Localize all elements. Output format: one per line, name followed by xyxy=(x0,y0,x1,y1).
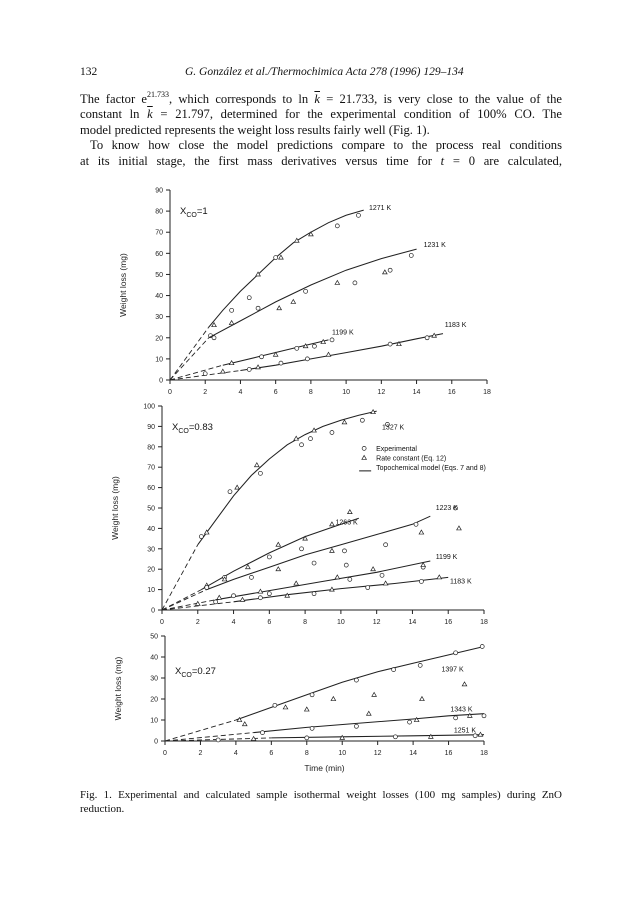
experimental-point xyxy=(344,563,348,567)
figure-caption xyxy=(80,788,562,816)
experimental-point xyxy=(348,577,352,581)
model-curve xyxy=(236,647,484,721)
experimental-point xyxy=(310,726,314,730)
text-run: The factor e xyxy=(80,92,147,106)
experimental-point xyxy=(310,693,314,697)
panel-label-value: =1 xyxy=(196,206,208,217)
y-tick-label: 30 xyxy=(147,546,155,554)
body-line-4: To know how close the model predictions compare to the process real conditions xyxy=(90,138,562,153)
temperature-label: 1231 K xyxy=(423,242,446,249)
caption-line-1: Fig. 1. Experimental and calculated sample isothermal weight losses (100 mg samples) during ZnO xyxy=(80,789,562,801)
panel-middle xyxy=(110,404,488,627)
rate-constant-point xyxy=(256,365,261,369)
y-tick-label: 70 xyxy=(155,229,163,237)
experimental-point xyxy=(258,471,262,475)
experimental-point xyxy=(305,357,309,361)
experimental-point xyxy=(205,586,209,590)
page-number: 132 xyxy=(80,66,98,78)
k-bar: $\overline{k}$ xyxy=(314,92,320,106)
panel-label xyxy=(172,422,213,435)
series-1327-K xyxy=(162,410,405,610)
x-tick-label: 6 xyxy=(267,619,272,626)
x-tick-label: 14 xyxy=(409,750,418,757)
rate-constant-point xyxy=(255,463,260,467)
x-tick-label: 14 xyxy=(412,389,421,396)
experimental-point xyxy=(232,594,236,598)
experimental-point xyxy=(279,361,283,365)
x-tick-label: 16 xyxy=(447,389,456,396)
legend xyxy=(359,446,486,472)
experimental-point xyxy=(418,663,422,667)
y-tick-label: 10 xyxy=(150,717,158,725)
x-tick-label: 8 xyxy=(303,619,308,626)
experimental-point xyxy=(273,703,277,707)
text-run: = 21.733, is very close to the value of the xyxy=(320,92,562,106)
experimental-point xyxy=(480,645,484,649)
y-tick-label: 30 xyxy=(155,314,163,322)
panel-label xyxy=(175,666,216,679)
rate-constant-point xyxy=(240,597,245,601)
experimental-point xyxy=(342,549,346,553)
model-curve xyxy=(240,334,443,371)
experimental-point xyxy=(300,443,304,447)
model-curve xyxy=(209,249,417,338)
x-tick-label: 4 xyxy=(231,619,236,626)
x-tick-label: 16 xyxy=(444,619,453,626)
experimental-point xyxy=(247,296,251,300)
rate-constant-point xyxy=(221,369,226,373)
series-1271-K xyxy=(170,205,392,380)
rate-constant-point xyxy=(419,530,424,534)
experimental-point xyxy=(408,720,412,724)
y-axis-label: Weight loss (mg) xyxy=(118,253,128,317)
rate-constant-point xyxy=(304,707,309,711)
experimental-point xyxy=(305,736,309,740)
y-tick-label: 30 xyxy=(150,675,158,683)
dashed-extrapolation-line xyxy=(170,365,223,380)
x-tick-label: 4 xyxy=(233,750,238,757)
y-tick-label: 0 xyxy=(154,738,158,746)
x-tick-label: 6 xyxy=(273,389,278,396)
experimental-point xyxy=(228,490,232,494)
x-tick-label: 12 xyxy=(373,750,382,757)
x-tick-label: 0 xyxy=(160,619,164,626)
temperature-label: 1271 K xyxy=(369,205,392,213)
y-tick-label: 100 xyxy=(143,403,155,411)
experimental-point xyxy=(366,586,370,590)
rate-constant-point xyxy=(372,692,377,696)
x-tick-label: 10 xyxy=(336,619,345,626)
experimental-point xyxy=(304,289,308,293)
temperature-label: 1183 K xyxy=(444,322,467,330)
x-tick-label: 2 xyxy=(198,750,203,757)
italic-t: t xyxy=(440,153,445,168)
k-bar: $\overline{k}$ xyxy=(147,107,153,122)
panel-label-sub: CO xyxy=(181,672,192,679)
experimental-point xyxy=(392,668,396,672)
series-1397-K xyxy=(165,645,484,742)
x-tick-label: 8 xyxy=(308,389,313,396)
x-tick-label: 6 xyxy=(269,750,274,757)
experimental-point xyxy=(258,596,262,600)
text-run: at its initial stage, the first mass derivatives versus time for xyxy=(80,153,441,168)
experimental-point xyxy=(249,575,253,579)
y-tick-label: 50 xyxy=(147,505,155,513)
rate-constant-point xyxy=(335,280,340,284)
x-tick-label: 12 xyxy=(377,389,386,396)
x-tick-label: 0 xyxy=(163,750,167,757)
panel-label-sub: CO xyxy=(178,428,189,435)
rate-constant-point xyxy=(235,485,240,489)
y-tick-label: 20 xyxy=(147,566,155,574)
y-tick-label: 40 xyxy=(147,525,155,533)
temperature-label: 1343 K xyxy=(450,706,473,714)
experimental-point xyxy=(308,437,312,441)
experimental-point xyxy=(354,678,358,682)
x-tick-label: 14 xyxy=(408,619,417,626)
text-run: = 0 are calculated, xyxy=(444,153,562,168)
rate-constant-point xyxy=(420,697,425,701)
experimental-point xyxy=(312,561,316,565)
rate-constant-point xyxy=(291,299,296,303)
dashed-extrapolation-line xyxy=(162,590,207,610)
x-tick-label: 18 xyxy=(480,750,488,757)
y-tick-label: 50 xyxy=(155,271,163,279)
temperature-label: 1223 K xyxy=(435,505,458,513)
experimental-point xyxy=(335,224,339,228)
x-tick-label: 10 xyxy=(342,389,351,396)
dashed-extrapolation-line xyxy=(162,600,216,610)
temperature-label: 1183 K xyxy=(450,578,472,586)
y-tick-label: 50 xyxy=(150,633,158,641)
experimental-point xyxy=(384,543,388,547)
rate-constant-point xyxy=(348,510,353,514)
panel-label-x: X xyxy=(180,206,187,217)
experimental-point xyxy=(256,306,260,310)
model-curve xyxy=(271,735,484,738)
experimental-point xyxy=(353,281,357,285)
rate-constant-point xyxy=(331,697,336,701)
temperature-label: 1199 K xyxy=(435,554,458,561)
rate-constant-point xyxy=(462,682,467,686)
experimental-point xyxy=(214,600,218,604)
y-tick-label: 90 xyxy=(155,187,163,195)
legend-circle-icon xyxy=(362,446,366,450)
superscript: 21.733 xyxy=(146,90,169,99)
rate-constant-point xyxy=(229,321,234,325)
panel-label-x: X xyxy=(172,422,179,433)
panel-label-sub: CO xyxy=(186,212,197,219)
legend-experimental: Experimental xyxy=(376,445,418,453)
rate-constant-point xyxy=(437,575,442,579)
legend-topochemical: Topochemical model (Eqs. 7 and 8) xyxy=(376,464,486,472)
panel-bottom xyxy=(113,634,488,774)
model-curve xyxy=(234,577,449,601)
body-line-3: model predicted represents the weight loss results fairly well (Fig. 1). xyxy=(80,122,430,137)
experimental-point xyxy=(356,213,360,217)
y-tick-label: 40 xyxy=(155,293,163,301)
x-tick-label: 2 xyxy=(195,619,200,626)
experimental-point xyxy=(330,431,334,435)
rate-constant-point xyxy=(371,567,376,571)
text-run: = 21.797, determined for the experimental condition of 100% CO. The xyxy=(152,107,562,122)
y-tick-label: 0 xyxy=(151,607,155,615)
y-tick-label: 70 xyxy=(147,464,155,472)
y-axis-label: Weight loss (mg) xyxy=(110,476,120,540)
rate-constant-point xyxy=(383,270,388,274)
rate-constant-point xyxy=(342,420,347,424)
x-tick-label: 8 xyxy=(304,750,309,757)
series-1183-K xyxy=(170,322,467,380)
x-tick-label: 4 xyxy=(238,389,243,396)
experimental-point xyxy=(425,336,429,340)
y-tick-label: 80 xyxy=(155,208,163,216)
rate-constant-point xyxy=(276,567,281,571)
caption-line-2: reduction. xyxy=(80,803,125,815)
experimental-point xyxy=(216,738,220,742)
rate-constant-point xyxy=(258,589,263,593)
experimental-point xyxy=(419,579,423,583)
rate-constant-point xyxy=(340,735,345,739)
x-tick-label: 16 xyxy=(444,750,453,757)
legend-rate-constant: Rate constant (Eq. 12) xyxy=(376,455,447,463)
series-1263-K xyxy=(162,510,359,610)
series-1199-K xyxy=(170,330,354,380)
text-run: constant ln xyxy=(80,107,148,122)
temperature-label: 1397 K xyxy=(441,666,464,674)
rate-constant-point xyxy=(367,711,372,715)
experimental-point xyxy=(409,253,413,257)
text-run: , which corresponds to ln xyxy=(168,92,315,106)
experimental-point xyxy=(203,372,207,376)
experimental-point xyxy=(300,547,304,551)
rate-constant-point xyxy=(246,565,251,569)
experimental-point xyxy=(274,256,278,260)
rate-constant-point xyxy=(283,705,288,709)
panel-label-value: =0.83 xyxy=(188,422,213,433)
rate-constant-point xyxy=(242,722,247,726)
y-tick-label: 40 xyxy=(150,654,158,662)
experimental-point xyxy=(295,346,299,350)
series-1251-K xyxy=(165,728,484,742)
experimental-point xyxy=(199,535,203,539)
x-tick-label: 12 xyxy=(372,619,381,626)
y-axis-label: Weight loss (mg) xyxy=(113,656,123,721)
rate-constant-point xyxy=(309,232,314,236)
experimental-point xyxy=(330,338,334,342)
temperature-label: 1199 K xyxy=(332,329,354,337)
y-tick-label: 60 xyxy=(155,250,163,258)
rate-constant-point xyxy=(276,542,281,546)
temperature-label: 1251 K xyxy=(453,727,477,735)
series-1183-K xyxy=(162,575,472,610)
panel-label xyxy=(180,206,208,219)
x-tick-label: 0 xyxy=(168,389,172,396)
temperature-label: 1263 K xyxy=(335,519,358,527)
experimental-point xyxy=(260,355,264,359)
rate-constant-point xyxy=(294,581,299,585)
experimental-point xyxy=(354,724,358,728)
experimental-point xyxy=(454,716,458,720)
experimental-point xyxy=(312,344,316,348)
x-tick-label: 18 xyxy=(480,619,488,626)
experimental-point xyxy=(267,555,271,559)
rate-constant-point xyxy=(335,575,340,579)
experimental-point xyxy=(212,336,216,340)
model-curve xyxy=(207,516,431,589)
series-1199-K xyxy=(162,554,458,610)
experimental-point xyxy=(388,342,392,346)
experimental-point xyxy=(247,367,251,371)
experimental-point xyxy=(393,735,397,739)
rate-constant-point xyxy=(330,548,335,552)
x-tick-label: 2 xyxy=(203,389,208,396)
panel-top xyxy=(118,188,491,397)
y-tick-label: 0 xyxy=(159,377,163,385)
x-axis-label: Time (min) xyxy=(304,763,345,773)
legend-triangle-icon xyxy=(362,455,367,459)
dashed-extrapolation-line xyxy=(170,327,209,380)
experimental-point xyxy=(482,714,486,718)
panel-label-value: =0.27 xyxy=(191,666,216,677)
rate-constant-point xyxy=(330,522,335,526)
experimental-point xyxy=(388,268,392,272)
experimental-point xyxy=(260,731,264,735)
model-curve xyxy=(254,714,484,733)
y-tick-label: 80 xyxy=(147,444,155,452)
rate-constant-point xyxy=(277,306,282,310)
experimental-point xyxy=(230,308,234,312)
rate-constant-point xyxy=(457,526,462,530)
x-tick-label: 18 xyxy=(483,389,491,396)
y-tick-label: 60 xyxy=(147,485,155,493)
x-tick-label: 10 xyxy=(338,750,347,757)
series-1223-K xyxy=(162,505,461,610)
rate-constant-point xyxy=(383,581,388,585)
running-head: G. González et al./Thermochimica Acta 278 (1996) 129–134 xyxy=(185,66,464,78)
rate-constant-point xyxy=(326,352,331,356)
y-tick-label: 90 xyxy=(147,423,155,431)
experimental-point xyxy=(267,592,271,596)
experimental-point xyxy=(414,522,418,526)
experimental-point xyxy=(312,592,316,596)
temperature-label: 1327 K xyxy=(382,424,405,432)
y-tick-label: 10 xyxy=(155,356,163,364)
panel-label-x: X xyxy=(175,666,182,677)
experimental-point xyxy=(380,573,384,577)
experimental-point xyxy=(454,651,458,655)
rate-constant-point xyxy=(279,255,284,259)
rate-constant-point xyxy=(217,595,222,599)
y-tick-label: 20 xyxy=(150,696,158,704)
y-tick-label: 10 xyxy=(147,587,155,595)
experimental-point xyxy=(360,418,364,422)
dashed-extrapolation-line xyxy=(162,545,198,610)
y-tick-label: 20 xyxy=(155,335,163,343)
